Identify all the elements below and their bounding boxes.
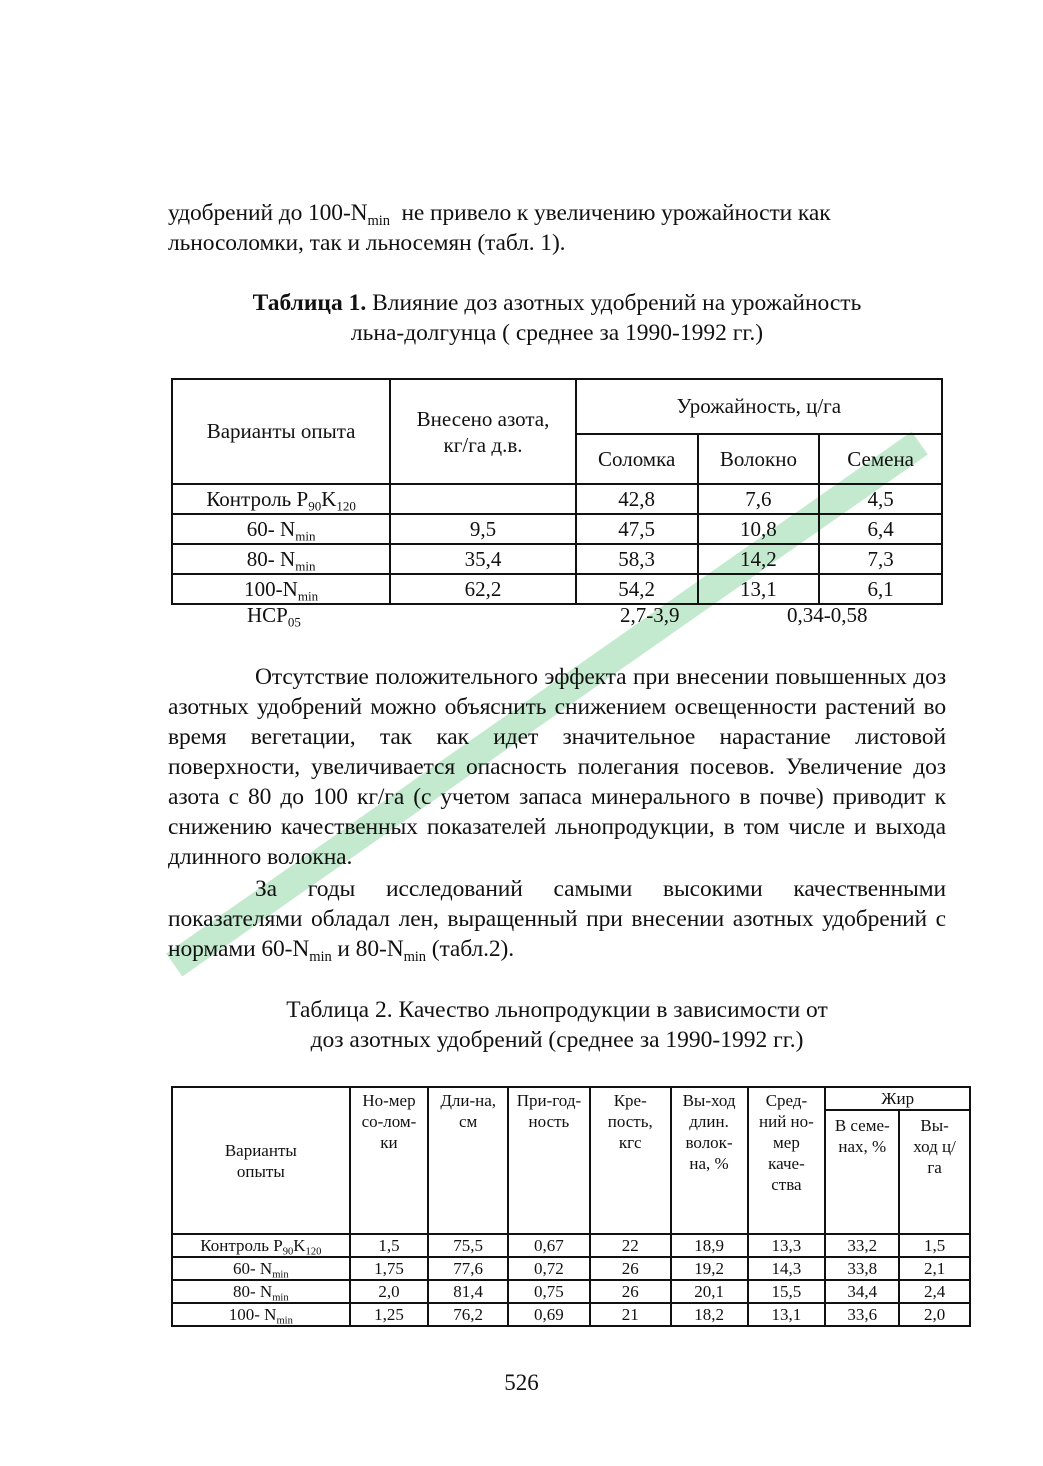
t1-seeds: 7,3 bbox=[819, 544, 942, 574]
table-row bbox=[172, 514, 942, 544]
t2-header-length: Дли-на, см bbox=[428, 1087, 508, 1234]
table-row bbox=[172, 1257, 970, 1280]
t1-fiber: 14,2 bbox=[698, 544, 820, 574]
t2-header-avg-quality: Сред-ний но-мер каче-ства bbox=[748, 1087, 826, 1234]
t2-fat-in-seeds: 34,4 bbox=[825, 1280, 899, 1303]
t2-variant: 60- $N_{min}$ bbox=[172, 1257, 350, 1280]
t1-seeds: 4,5 bbox=[819, 484, 942, 514]
t1-straw: 42,8 bbox=[576, 484, 698, 514]
t2-straw-no: 1,5 bbox=[350, 1234, 429, 1257]
t1-header-fiber: Волокно bbox=[698, 434, 820, 484]
t2-fitness: 0,69 bbox=[508, 1303, 590, 1326]
t2-fat-in-seeds: 33,6 bbox=[825, 1303, 899, 1326]
table-row bbox=[172, 1234, 970, 1257]
table1-caption-line-1: Таблица 1. Влияние доз азотных удобрений на урожайность bbox=[252, 290, 862, 316]
t2-length: 81,4 bbox=[428, 1280, 508, 1303]
t2-header-strength: Кре-пость, кгс bbox=[590, 1087, 671, 1234]
t2-avg-quality: 13,1 bbox=[748, 1303, 826, 1326]
t1-variant: 80- $N_{min}$ bbox=[172, 544, 390, 574]
t2-variant: Контроль $P_{90}K_{120}$ bbox=[172, 1234, 350, 1257]
t1-fiber: 13,1 bbox=[698, 574, 820, 604]
t2-avg-quality: 14,3 bbox=[748, 1257, 826, 1280]
t2-header-fitness: При-год-ность bbox=[508, 1087, 590, 1234]
t2-fat-in-seeds: 33,8 bbox=[825, 1257, 899, 1280]
table-row bbox=[172, 1280, 970, 1303]
t1-variant: $100-N_{min}$ bbox=[172, 574, 390, 604]
t2-fat-in-seeds: 33,2 bbox=[825, 1234, 899, 1257]
t1-hcp-fiber-seeds: 0,34-0,58 bbox=[787, 603, 868, 627]
intro-line-1: удобрений до $100-N_{min}$ не привело к увеличению урожайности как bbox=[168, 200, 831, 230]
t1-fiber: 10,8 bbox=[698, 514, 820, 544]
t2-long-fiber: 18,9 bbox=[671, 1234, 748, 1257]
t2-header-variants: Варианты опыты bbox=[172, 1087, 350, 1234]
t1-fiber: 7,6 bbox=[698, 484, 820, 514]
t2-fat-yield: 2,1 bbox=[899, 1257, 970, 1280]
t1-header-seeds: Семена bbox=[819, 434, 942, 484]
t2-strength: 22 bbox=[590, 1234, 671, 1257]
t1-straw: 58,3 bbox=[576, 544, 698, 574]
t2-variant: 100- $N_{min}$ bbox=[172, 1303, 350, 1326]
t2-variant: 80- $N_{min}$ bbox=[172, 1280, 350, 1303]
t1-applied: 35,4 bbox=[390, 544, 576, 574]
paragraph-1: Отсутствие положительного эффекта при внесении повышенных доз азотных удобрений можно объяснить снижением освещенности растений во время вегетации, так как идет значительное нарастание листовой поверхности, увеличивается опасность полегания посевов. Увеличение доз азота с 80 до 100 кг/га (с учетом запаса минерального в почве) приводит к снижению качественных показателей льнопродукции, в том числе и выхода длинного волокна. bbox=[168, 664, 946, 870]
t1-header-variants: Варианты опыта bbox=[172, 379, 390, 484]
t2-header-straw-no: Но-мер со-лом-ки bbox=[350, 1087, 429, 1234]
t2-fitness: 0,75 bbox=[508, 1280, 590, 1303]
paragraph-2: За годы исследований самыми высокими качественными показателями обладал лен, выращенный при внесении азотных удобрений с нормами $60-N_{min}$ и $80-N_{min}$ (табл.2). bbox=[168, 876, 946, 966]
t1-straw: 47,5 bbox=[576, 514, 698, 544]
t2-long-fiber: 18,2 bbox=[671, 1303, 748, 1326]
table-2 bbox=[171, 1086, 971, 1327]
t2-fitness: 0,67 bbox=[508, 1234, 590, 1257]
table-row bbox=[172, 544, 942, 574]
t1-seeds: 6,4 bbox=[819, 514, 942, 544]
t2-header-long-fiber: Вы-ход длин. волок-на, % bbox=[671, 1087, 748, 1234]
t1-applied bbox=[390, 484, 576, 514]
t1-variant: Контроль $P_{90}K_{120}$ bbox=[172, 484, 390, 514]
t2-length: 75,5 bbox=[428, 1234, 508, 1257]
t2-fat-yield: 1,5 bbox=[899, 1234, 970, 1257]
t2-straw-no: 1,75 bbox=[350, 1257, 429, 1280]
t2-length: 76,2 bbox=[428, 1303, 508, 1326]
t2-long-fiber: 20,1 bbox=[671, 1280, 748, 1303]
t1-seeds: 6,1 bbox=[819, 574, 942, 604]
t2-fitness: 0,72 bbox=[508, 1257, 590, 1280]
t2-fat-yield: 2,4 bbox=[899, 1280, 970, 1303]
table-row bbox=[172, 574, 942, 604]
t2-long-fiber: 19,2 bbox=[671, 1257, 748, 1280]
t1-hcp-label: $НСР_{05}$ bbox=[247, 603, 301, 630]
t2-strength: 26 bbox=[590, 1257, 671, 1280]
t1-straw: 54,2 bbox=[576, 574, 698, 604]
table1-caption-line-2: льна-долгунца ( среднее за 1990-1992 гг.) bbox=[350, 320, 764, 346]
t2-avg-quality: 13,3 bbox=[748, 1234, 826, 1257]
t1-applied: 9,5 bbox=[390, 514, 576, 544]
t2-header-fat-yield: Вы-ход ц/га bbox=[899, 1110, 970, 1234]
t2-header-fat-in-seeds: В семе-нах, % bbox=[825, 1110, 899, 1234]
t1-header-straw: Соломка bbox=[576, 434, 698, 484]
t2-length: 77,6 bbox=[428, 1257, 508, 1280]
table2-caption-line-2: доз азотных удобрений (среднее за 1990-1992 гг.) bbox=[310, 1027, 804, 1053]
t1-header-yield: Урожайность, ц/га bbox=[576, 379, 942, 434]
intro-line-2: льносоломки, так и льносемян (табл. 1). bbox=[168, 230, 566, 256]
t2-strength: 21 bbox=[590, 1303, 671, 1326]
t2-avg-quality: 15,5 bbox=[748, 1280, 826, 1303]
t1-applied: 62,2 bbox=[390, 574, 576, 604]
t1-hcp-straw: 2,7-3,9 bbox=[620, 603, 680, 627]
t2-straw-no: 2,0 bbox=[350, 1280, 429, 1303]
t1-header-applied: Внесено азота, кг/га д.в. bbox=[390, 379, 576, 484]
page-number: 526 bbox=[504, 1370, 539, 1395]
t2-straw-no: 1,25 bbox=[350, 1303, 429, 1326]
table-row bbox=[172, 1303, 970, 1326]
table-row bbox=[172, 484, 942, 514]
t2-fat-yield: 2,0 bbox=[899, 1303, 970, 1326]
table2-caption-line-1: Таблица 2. Качество льнопродукции в зависимости от bbox=[286, 997, 828, 1023]
table-1 bbox=[171, 378, 943, 605]
t2-strength: 26 bbox=[590, 1280, 671, 1303]
t2-header-fat: Жир bbox=[825, 1087, 970, 1110]
t1-variant: 60- $N_{min}$ bbox=[172, 514, 390, 544]
